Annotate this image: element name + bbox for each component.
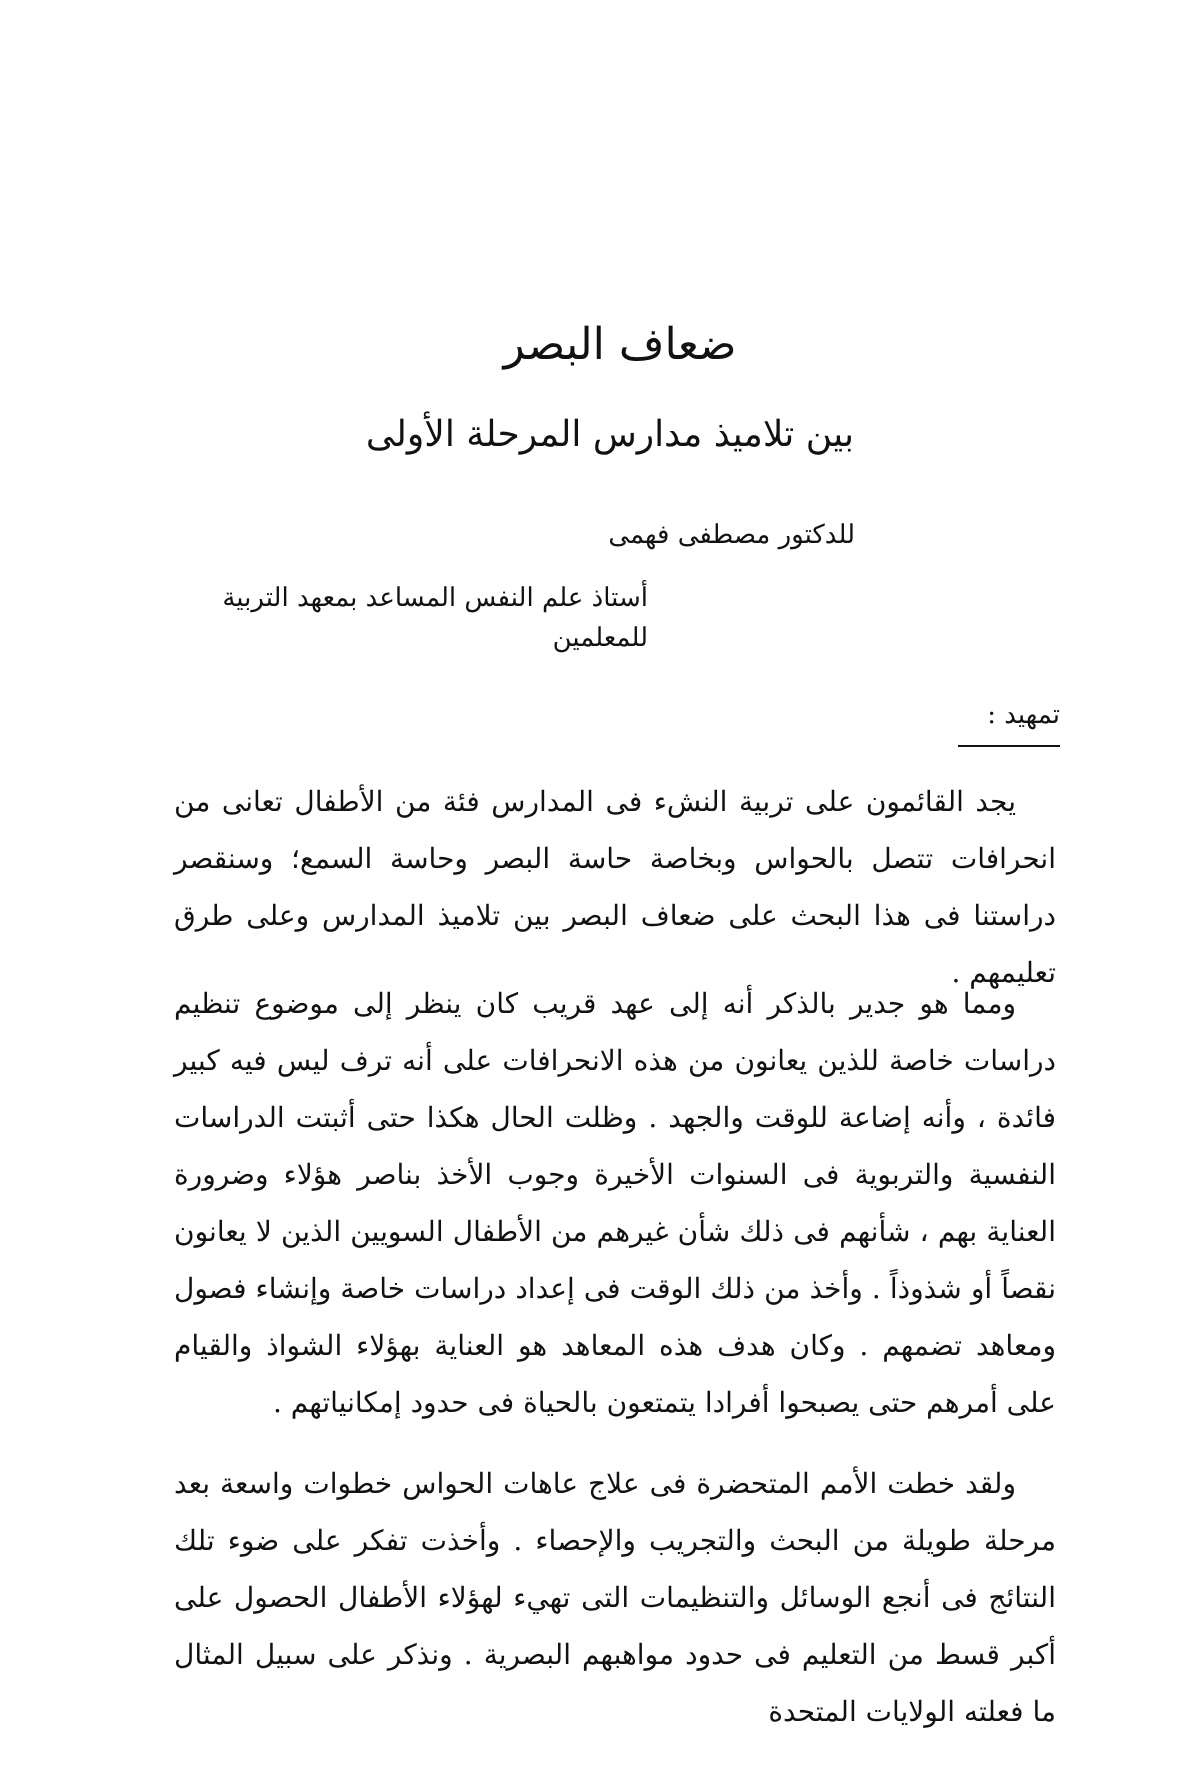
- paragraph-2: ومما هو جدير بالذكر أنه إلى عهد قريب كان ينظر إلى موضوع تنظيم دراسات خاصة للذين يعانون من هذه الانحرافات على أنه ترف ليس فيه كبير فائدة ، وأنه إضاعة للوقت والجهد . وظلت الحال هكذا حتى أثبتت الدراسات النفسية والتربوية فى السنوات الأخيرة وجوب الأخذ بناصر هؤلاء وضرورة العناية بهم ، شأنهم فى ذلك شأن غيرهم من الأطفال السويين الذين لا يعانون نقصاً أو شذوذاً . وأخذ من ذلك الوقت فى إعداد دراسات خاصة وإنشاء فصول ومعاهد تضمهم . وكان هدف هذه المعاهد هو العناية بهؤلاء الشواذ والقيام على أمرهم حتى يصبحوا أفرادا يتمتعون بالحياة فى حدود إمكانياتهم .: [174, 987, 1056, 1419]
- paragraph-1: يجد القائمون على تربية النشء فى المدارس فئة من الأطفال تعانى من انحرافات تتصل بالحواس وبخاصة حاسة البصر وحاسة السمع؛ وسنقصر دراستنا فى هذا البحث على ضعاف البصر بين تلاميذ المدارس وعلى طرق تعليمهم .: [174, 785, 1056, 989]
- page-subtitle: بين تلاميذ مدارس المرحلة الأولى: [365, 414, 855, 455]
- page-title: ضعاف البصر: [503, 319, 737, 370]
- section-heading: تمهيد :: [958, 695, 1060, 747]
- author-name: للدكتور مصطفى فهمى: [608, 520, 855, 550]
- author-affiliation: أستاذ علم النفس المساعد بمعهد التربية للمعلمين: [222, 583, 648, 653]
- paragraph-3: ولقد خطت الأمم المتحضرة فى علاج عاهات الحواس خطوات واسعة بعد مرحلة طويلة من البحث والتجريب والإحصاء . وأخذت تفكر على ضوء تلك النتائج فى أنجع الوسائل والتنظيمات التى تهيء لهؤلاء الأطفال الحصول على أكبر قسط من التعليم فى حدود مواهبهم البصرية . ونذكر على سبيل المثال ما فعلته الولايات المتحدة: [174, 1467, 1056, 1728]
